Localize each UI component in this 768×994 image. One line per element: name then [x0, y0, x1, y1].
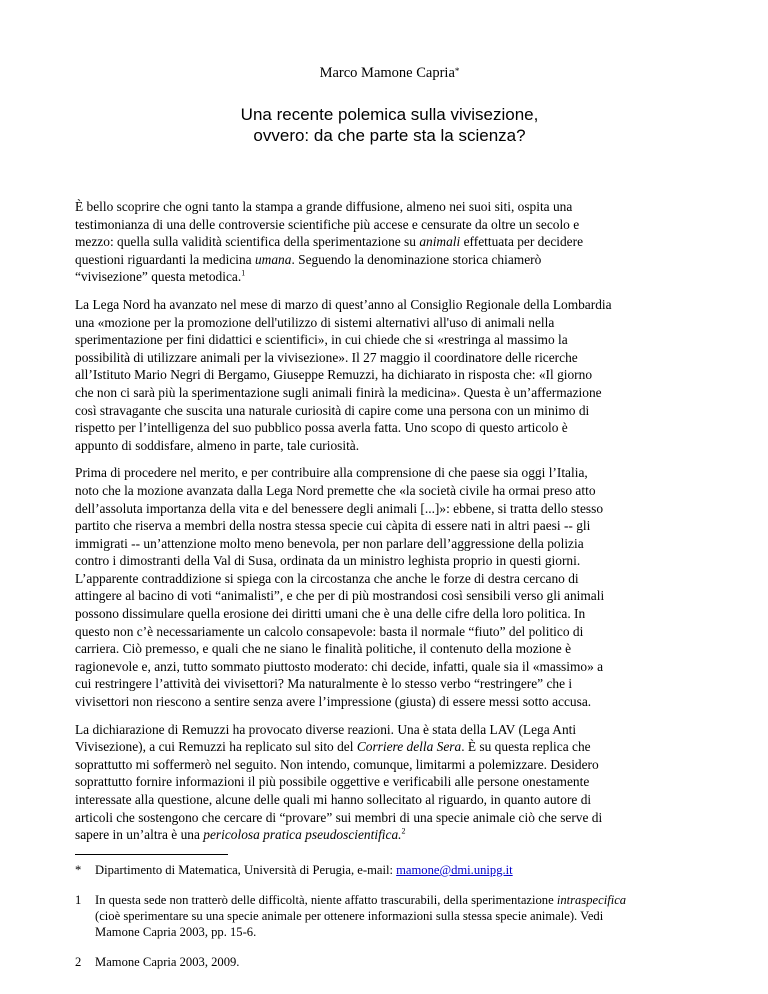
emphasis: intraspecifica	[556, 892, 627, 907]
text-line: vivisettori non riescono a sentire senza avere l’impressione (giusta) di essere messi sotto accusa.	[75, 694, 592, 710]
emphasis: umana	[254, 251, 292, 267]
text-line: immigrati -- un’attenzione molto meno benevola, per non parlare dell’aggressione della polizia	[75, 535, 584, 551]
text-line: La Lega Nord ha avanzato nel mese di marzo di quest’anno al Consiglio Regionale della Lombardia	[75, 296, 612, 312]
author-line	[75, 64, 704, 82]
text-line: noto che la mozione avanzata dalla Lega Nord premette che «la società civile ha ormai preso atto	[75, 482, 596, 498]
text-line: ragionevole e, anzi, tutto sommato piuttosto moderato: chi decide, infatti, quale sia il «massimo» a	[75, 658, 604, 674]
emphasis: Corriere della Sera	[356, 739, 462, 755]
text-line: carriera. Ciò premesso, e quali che ne siano le finalità politiche, il contenuto della mozione è	[75, 641, 572, 657]
text-line: che non ci sarà più la sperimentazione sugli animali finirà la medicina». Questa è un’affermazione	[75, 384, 602, 400]
text-line: una «mozione per la promozione dell'utilizzo di sistemi alternativi all'uso di animali nella	[75, 314, 555, 330]
title-line-1: Una recente polemica sulla vivisezione,	[240, 105, 539, 124]
text-line: interessate alla questione, alcune delle quali mi hanno sollecitato al riguardo, in quanto autore di	[75, 792, 592, 807]
text-line: partito che riserva a membri della nostra stessa specie cui càpita di essere nati in altri paesi -- gli	[75, 518, 591, 534]
text-line: (cioè sperimentare su una specie animale per ottenere informazioni sulla stessa specie animale). Vedi	[95, 908, 604, 923]
text-line: possibilità di utilizzare animali per la vivisezione». Il 27 maggio il coordinatore delle ricerche	[75, 349, 578, 365]
text-line: così stravagante che suscita una naturale curiosità di capire come una persona con un minimo di	[75, 402, 590, 418]
author-footnote-mark[interactable]: *	[454, 66, 460, 76]
text-line: questo non c’è necessariamente un calcolo consapevole: basta il normale “fiuto” del politico di	[75, 623, 584, 639]
text-line: sperimentazione per fini didattici e scientifici», in cui chiede che si «restringa al massimo la	[75, 332, 568, 348]
footnote-text: Mamone Capria 2003, 2009.	[95, 954, 240, 969]
footnote-mark: 1	[75, 892, 82, 907]
text-line: testimonianza di una delle controversie scientifiche più accese e censurate da oltre un secolo e	[75, 216, 580, 232]
title-line-2: ovvero: da che parte sta la scienza?	[253, 126, 526, 145]
article-title	[75, 104, 704, 146]
text-line: rispetto per l’intelligenza del suo pubblico possa averla fatta. Uno scopo di questo articolo è	[75, 420, 568, 436]
text-line: Vivisezione), a cui Remuzzi ha replicato sul sito del Corriere della Sera. È su questa replica che	[75, 739, 591, 755]
text-line: È bello scoprire che ogni tanto la stampa a grande diffusione, almeno nei suoi siti, ospita una	[75, 199, 573, 214]
footnote-1	[75, 892, 704, 940]
text-line: all’Istituto Mario Negri di Bergamo, Giuseppe Remuzzi, ha dichiarato in risposta che: «Il giorno	[75, 367, 593, 383]
text-line: dell’assoluta importanza della vita e del benessere degli animali [...]»: ebbene, si tratta dello stesso	[75, 500, 604, 516]
text-line: sapere in un’altra è una pericolosa pratica pseudoscientifica.$^2$	[75, 826, 406, 843]
paragraph-intro	[75, 198, 704, 286]
text-line: contro i dimostranti della Val di Susa, ordinata da un ministro leghista proprio in questi giorni.	[75, 553, 581, 569]
text-line: soprattutto mi soffermerò nel seguito. Non intendo, comunque, limitarmi a polemizzare. Desidero	[75, 756, 599, 772]
paragraph-remuzzi-reply	[75, 721, 704, 844]
email-link[interactable]: mamone@dmi.unipg.it	[396, 862, 513, 877]
footnote-2	[75, 954, 704, 970]
text-line: possono dissimulare quella erosione dei diritti umani che è una delle cifre della loro politica. In	[75, 606, 586, 622]
footnote-mark: 2	[75, 954, 82, 969]
text-line: soprattutto fornire informazioni il più possibile oggettive e verificabili alle persone onestamente	[75, 774, 590, 790]
footnote-ref-1[interactable]: 1	[241, 268, 246, 278]
footnote-ref-2[interactable]: 2	[401, 826, 406, 836]
text-line: Mamone Capria 2003, pp. 15-6.	[95, 924, 257, 939]
emphasis: animali	[419, 234, 461, 250]
paragraph-lega-nord	[75, 296, 704, 454]
text-line: Prima di procedere nel merito, e per contribuire alla comprensione di che paese sia oggi l’Italia,	[75, 465, 588, 481]
author-name: Marco Mamone Capria	[319, 65, 455, 81]
text-line: questioni riguardanti la medicina umana. Seguendo la denominazione storica chiamerò	[75, 251, 542, 267]
text-line: “vivisezione” questa metodica.$^1$	[75, 268, 246, 285]
text-line: cui restringere l’attività dei vivisettori? Ma naturalmente è lo stesso verbo “restringere” che i	[75, 676, 573, 692]
text-line: attingere al bacino di voti “animalisti”, e che per di più mostrandosi così sensibili verso gli animali	[75, 588, 605, 604]
footnote-mark: *	[75, 862, 82, 877]
text-line: articoli che sostengono che cercare di “provare” sui membri di una specie animale ciò che serve di	[75, 809, 603, 825]
text-line: L’apparente contraddizione si spiega con la circostanza che anche le forze di destra cercano di	[75, 570, 579, 586]
text-line: mezzo: quella sulla validità scientifica della sperimentazione su animali effettuata per decidere	[75, 234, 584, 250]
text-line: appunto di soddisfare, almeno in parte, tale curiosità.	[75, 437, 360, 453]
footnote-separator	[75, 854, 228, 855]
text-line: In questa sede non tratterò delle difficoltà, niente affatto trascurabili, della sperimentazione intraspecifica	[95, 892, 627, 907]
text-line: La dichiarazione di Remuzzi ha provocato diverse reazioni. Una è stata della LAV (Lega Anti	[75, 721, 577, 737]
paragraph-politics	[75, 464, 704, 710]
emphasis: pericolosa pratica pseudoscientifica.	[203, 827, 402, 843]
footnote-star: * Dipartimento di Matematica, Università di Perugia, e-mail: mamone@dmi.unipg.it	[75, 862, 513, 877]
